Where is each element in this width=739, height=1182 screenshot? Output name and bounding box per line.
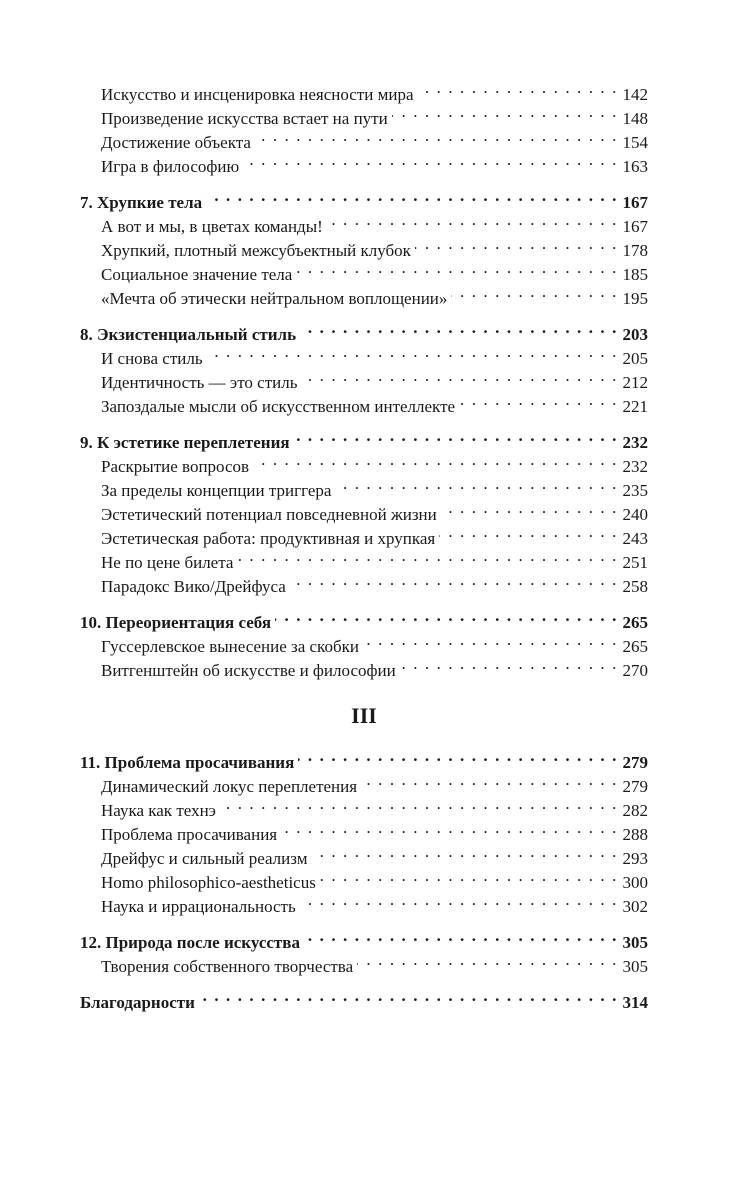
dot-leader <box>199 984 618 1008</box>
toc-entry-page: 279 <box>622 777 648 796</box>
toc-entry-page: 232 <box>622 457 648 476</box>
toc-chapter-page: 265 <box>622 613 648 632</box>
toc-chapter-8[interactable] <box>80 316 648 344</box>
dot-leader <box>392 100 618 124</box>
part-heading: III <box>351 703 377 728</box>
toc-entry-page: 185 <box>622 265 648 284</box>
toc-entry-title: А вот и мы, в цветах команды! <box>101 217 323 236</box>
dot-leader <box>290 568 618 592</box>
toc-acknowledgements[interactable] <box>80 984 648 1012</box>
toc-chapter-page: 167 <box>622 193 648 212</box>
toc-chapter-title: 11. Проблема просачивания <box>80 753 295 772</box>
toc-chapter-12[interactable] <box>80 924 648 952</box>
toc-chapter-title: 10. Переориентация себя <box>80 613 272 632</box>
toc-entry-title: Гуссерлевское вынесение за скобки <box>101 637 359 656</box>
dot-leader <box>441 496 618 520</box>
toc-entry-title: Наука и иррациональность <box>101 897 296 916</box>
dot-leader <box>357 948 618 972</box>
dot-leader <box>255 124 618 148</box>
toc-entry-page: 293 <box>622 849 648 868</box>
toc-group-ch9 <box>80 424 648 596</box>
toc-entry-page: 240 <box>622 505 648 524</box>
toc-entry-title: Homo philosophico-aestheticus <box>101 873 316 892</box>
toc-entry-page: 167 <box>622 217 648 236</box>
toc-entry-page: 243 <box>622 529 648 548</box>
dot-leader <box>243 148 618 172</box>
toc-entry-page: 305 <box>622 957 648 976</box>
dot-leader <box>220 792 618 816</box>
dot-leader <box>418 76 618 100</box>
toc-entry-page: 178 <box>622 241 648 260</box>
dot-leader <box>304 924 618 948</box>
toc-entry-page: 265 <box>622 637 648 656</box>
toc-entry-title: «Мечта об этически нейтральном воплощении» <box>101 289 448 308</box>
toc-entry-page: 163 <box>622 157 648 176</box>
toc-chapter-page: 203 <box>622 325 648 344</box>
toc-entry-page: 154 <box>622 133 648 152</box>
toc-entry-title: Эстетическая работа: продуктивная и хрупкая <box>101 529 436 548</box>
toc-chapter-page: 314 <box>622 993 648 1012</box>
toc-chapter-title: 9. К эстетике переплетения <box>80 433 290 452</box>
toc-entry-page: 258 <box>622 577 648 596</box>
dot-leader <box>275 604 618 628</box>
dot-leader <box>207 340 618 364</box>
dot-leader <box>206 184 618 208</box>
toc-entry-title: Идентичность — это стиль <box>101 373 298 392</box>
toc-chapter-11[interactable] <box>80 744 648 772</box>
toc-entry-title: Проблема просачивания <box>101 825 278 844</box>
toc-group-ch11 <box>80 744 648 916</box>
toc-chapter-title: 8. Экзистенциальный стиль <box>80 325 297 344</box>
dot-leader <box>237 544 618 568</box>
dot-leader <box>294 424 618 448</box>
toc-entry-title: Эстетический потенциал повседневной жизни <box>101 505 437 524</box>
dot-leader <box>300 888 618 912</box>
dot-leader <box>400 652 618 676</box>
toc-entry-page: 251 <box>622 553 648 572</box>
toc-entry-page: 212 <box>622 373 648 392</box>
toc-group-ch8 <box>80 316 648 416</box>
toc-group-ch10 <box>80 604 648 680</box>
dot-leader <box>439 520 618 544</box>
dot-leader <box>298 744 618 768</box>
dot-leader <box>415 232 618 256</box>
toc-entry-page: 288 <box>622 825 648 844</box>
toc-entry-page: 300 <box>622 873 648 892</box>
toc-group-ch7 <box>80 184 648 308</box>
toc-entry-page: 302 <box>622 897 648 916</box>
toc-entry-title: Парадокс Вико/Дрейфуса <box>101 577 286 596</box>
toc-entry-page: 142 <box>622 85 648 104</box>
toc-chapter-page: 279 <box>622 753 648 772</box>
toc-entry-page: 205 <box>622 349 648 368</box>
toc-entry[interactable] <box>80 76 648 104</box>
toc-entry-title: Искусство и инсценировка неясности мира <box>101 85 414 104</box>
toc-entry-title: Динамический локус переплетения <box>101 777 358 796</box>
dot-leader <box>320 864 618 888</box>
toc-entry-page: 235 <box>622 481 648 500</box>
dot-leader <box>301 364 618 388</box>
toc-chapter-9[interactable] <box>80 424 648 452</box>
dot-leader <box>327 208 618 232</box>
toc-chapter-title: 7. Хрупкие тела <box>80 193 203 212</box>
dot-leader <box>335 472 618 496</box>
toc-entry-title: Социальное значение тела <box>101 265 293 284</box>
dot-leader <box>361 768 618 792</box>
toc-entry-title: За пределы концепции триггера <box>101 481 332 500</box>
toc-chapter-title: Благодарности <box>80 993 195 1012</box>
dot-leader <box>296 256 618 280</box>
toc-entry-page: 195 <box>622 289 648 308</box>
toc-entry-title: Творения собственного творчества <box>101 957 354 976</box>
toc-chapter-page: 232 <box>622 433 648 452</box>
toc-chapter-title: 12. Природа после искусства <box>80 933 300 952</box>
toc-chapter-7[interactable] <box>80 184 648 212</box>
toc-entry-title: Дрейфус и сильный реализм <box>101 849 308 868</box>
toc-entry-title: Витгенштейн об искусстве и философии <box>101 661 396 680</box>
toc-entry-title: Наука как технэ <box>101 801 216 820</box>
toc-group-ch6-continued <box>80 76 648 176</box>
toc-entry-title: Достижение объекта <box>101 133 251 152</box>
dot-leader <box>459 388 618 412</box>
dot-leader <box>281 816 618 840</box>
toc-chapter-10[interactable] <box>80 604 648 632</box>
toc-entry-title: Игра в философию <box>101 157 240 176</box>
toc-entry-title: Раскрытие вопросов <box>101 457 250 476</box>
toc-chapter-page: 305 <box>622 933 648 952</box>
toc-entry-page: 148 <box>622 109 648 128</box>
toc-entry-page: 270 <box>622 661 648 680</box>
toc-entry-page: 221 <box>622 397 648 416</box>
toc-entry-title: Не по цене билета <box>101 553 234 572</box>
toc-entry-page: 282 <box>622 801 648 820</box>
toc-entry-title: И снова стиль <box>101 349 203 368</box>
toc-entry-title: Хрупкий, плотный межсубъектный клубок <box>101 241 411 260</box>
table-of-contents <box>80 76 648 1012</box>
toc-entry-title: Запоздалые мысли об искусственном интеллекте <box>101 397 456 416</box>
dot-leader <box>253 448 618 472</box>
dot-leader <box>363 628 618 652</box>
dot-leader <box>451 280 618 304</box>
dot-leader <box>311 840 618 864</box>
toc-entry-title: Произведение искусства встает на пути <box>101 109 388 128</box>
toc-group-ch12 <box>80 924 648 976</box>
dot-leader <box>300 316 618 340</box>
